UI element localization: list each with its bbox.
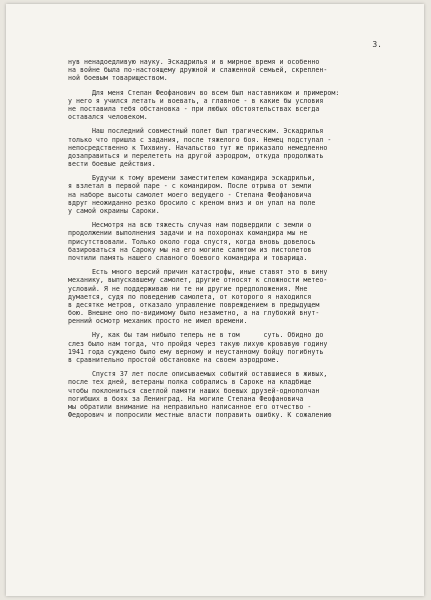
text-line: только что пришла с задания, после тяжелого боя. Немец подступал - bbox=[68, 135, 332, 144]
text-line: дозаправиться и перелететь на другой аэродром, откуда продолжать bbox=[68, 151, 324, 160]
paragraph bbox=[68, 127, 428, 168]
text-line: присутствовали. Только около года спустя, когда вновь довелось bbox=[68, 237, 316, 246]
text-line: нув ненадоедливую науку. Эскадрилья и в мирное время и особенно bbox=[68, 58, 320, 66]
text-line: погибших в боях за Ленинград. На могиле Степана Феофановича bbox=[68, 394, 304, 403]
text-line: Спустя 37 лет после описываемых событий оставшиеся в живых, bbox=[68, 370, 328, 379]
paragraph bbox=[68, 58, 428, 83]
text-line: бою. Внешне оно по-видимому было незаметно, а на глубокий внут- bbox=[68, 309, 320, 318]
text-line: ной боевым товариществом. bbox=[68, 74, 168, 83]
text-line: 1941 года суждено было ему верному и неустанному бойцу погибнуть bbox=[68, 347, 324, 356]
text-line: Федорович и попросили местные власти поправить ошибку. К сожалению bbox=[68, 411, 332, 420]
text-line: продолжении выполнения задачи и на похоронах командира мы не bbox=[68, 229, 308, 238]
text-line: слез было нам тогда, что пройдя через такую лихую кровавую годину bbox=[68, 339, 328, 348]
text-line: механику, выпускавшему самолет, другие относят к сложности метео- bbox=[68, 276, 328, 285]
text-line: Есть много версий причин катастрофы, иные ставят это в вину bbox=[68, 268, 328, 277]
text-line: Несмотря на всю тяжесть случая нам подвердили с земли о bbox=[68, 221, 312, 230]
text-line: я взлетал в первой паре - с командиром. После отрыва от земли bbox=[68, 182, 312, 191]
text-line: непосредственно к Тихвину. Начальство тут же приказало немедленно bbox=[68, 143, 328, 152]
text-line: ренний осмотр механик просто не имел времени. bbox=[68, 317, 248, 326]
text-line: думается, судя по поведению самолета, от которого я находился bbox=[68, 292, 312, 301]
text-line: мы обратили внимание на неправильно написанное его отчество - bbox=[68, 402, 312, 411]
page-number: 3. bbox=[372, 40, 382, 49]
text-line: Наш последний совместный полет был трагическим. Эскадрилья bbox=[68, 127, 324, 136]
text-line: Для меня Степан Феофанович во всем был наставником и примером: bbox=[68, 88, 340, 97]
text-line: Ну, как бы там нибыло теперь не в том суть. Обидно до bbox=[68, 331, 324, 340]
paragraph bbox=[68, 174, 428, 215]
text-line: после тех дней, ветераны полка собрались в Сароке на кладбище bbox=[68, 378, 312, 387]
text-line: у самой окраины Сароки. bbox=[68, 207, 160, 215]
text-line: на наборе высоты самолет моего ведущего - Степана Феофановича bbox=[68, 190, 312, 199]
paragraph bbox=[68, 370, 428, 419]
text-line: в сравнительно простой обстановке на своем аэродроме. bbox=[68, 356, 280, 364]
text-line: чтобы поклониться светлой памяти наших боевых друзей-однополчан bbox=[68, 386, 320, 395]
text-line: базироваться на Сароку мы на его могиле салютом из пистолетов bbox=[68, 245, 312, 254]
text-line: вдруг неожиданно резко бросило с креном вниз и он упал на поле bbox=[68, 198, 316, 207]
text-line: условий. Я не поддерживаю ни те ни другие предположения. Мне bbox=[68, 284, 308, 293]
text-line: вести боевые действия. bbox=[68, 160, 156, 169]
text-line: Будучи к тому времени заместителем командира эскадрильи, bbox=[68, 174, 316, 183]
text-line: оставался человеком. bbox=[68, 113, 148, 122]
paragraph bbox=[68, 331, 428, 364]
text-line: не поставила тебя обстановка - при любых обстоятельствах всегда bbox=[68, 104, 320, 113]
paragraph bbox=[68, 221, 428, 262]
text-line: в десятке метров, отказало управление повреждением в предыдущем bbox=[68, 300, 320, 309]
paragraph bbox=[68, 268, 428, 325]
text-line: почтили память нашего славного боевого командира и товарища. bbox=[68, 253, 308, 262]
paragraph bbox=[68, 89, 428, 122]
text-line: на войне была по-настоящему дружной и слаженной семьей, скреплен- bbox=[68, 66, 328, 75]
document-body bbox=[68, 58, 428, 425]
document-page bbox=[6, 4, 424, 596]
text-line: у него я учился летать и воевать, а главное - в какие бы условия bbox=[68, 96, 324, 105]
